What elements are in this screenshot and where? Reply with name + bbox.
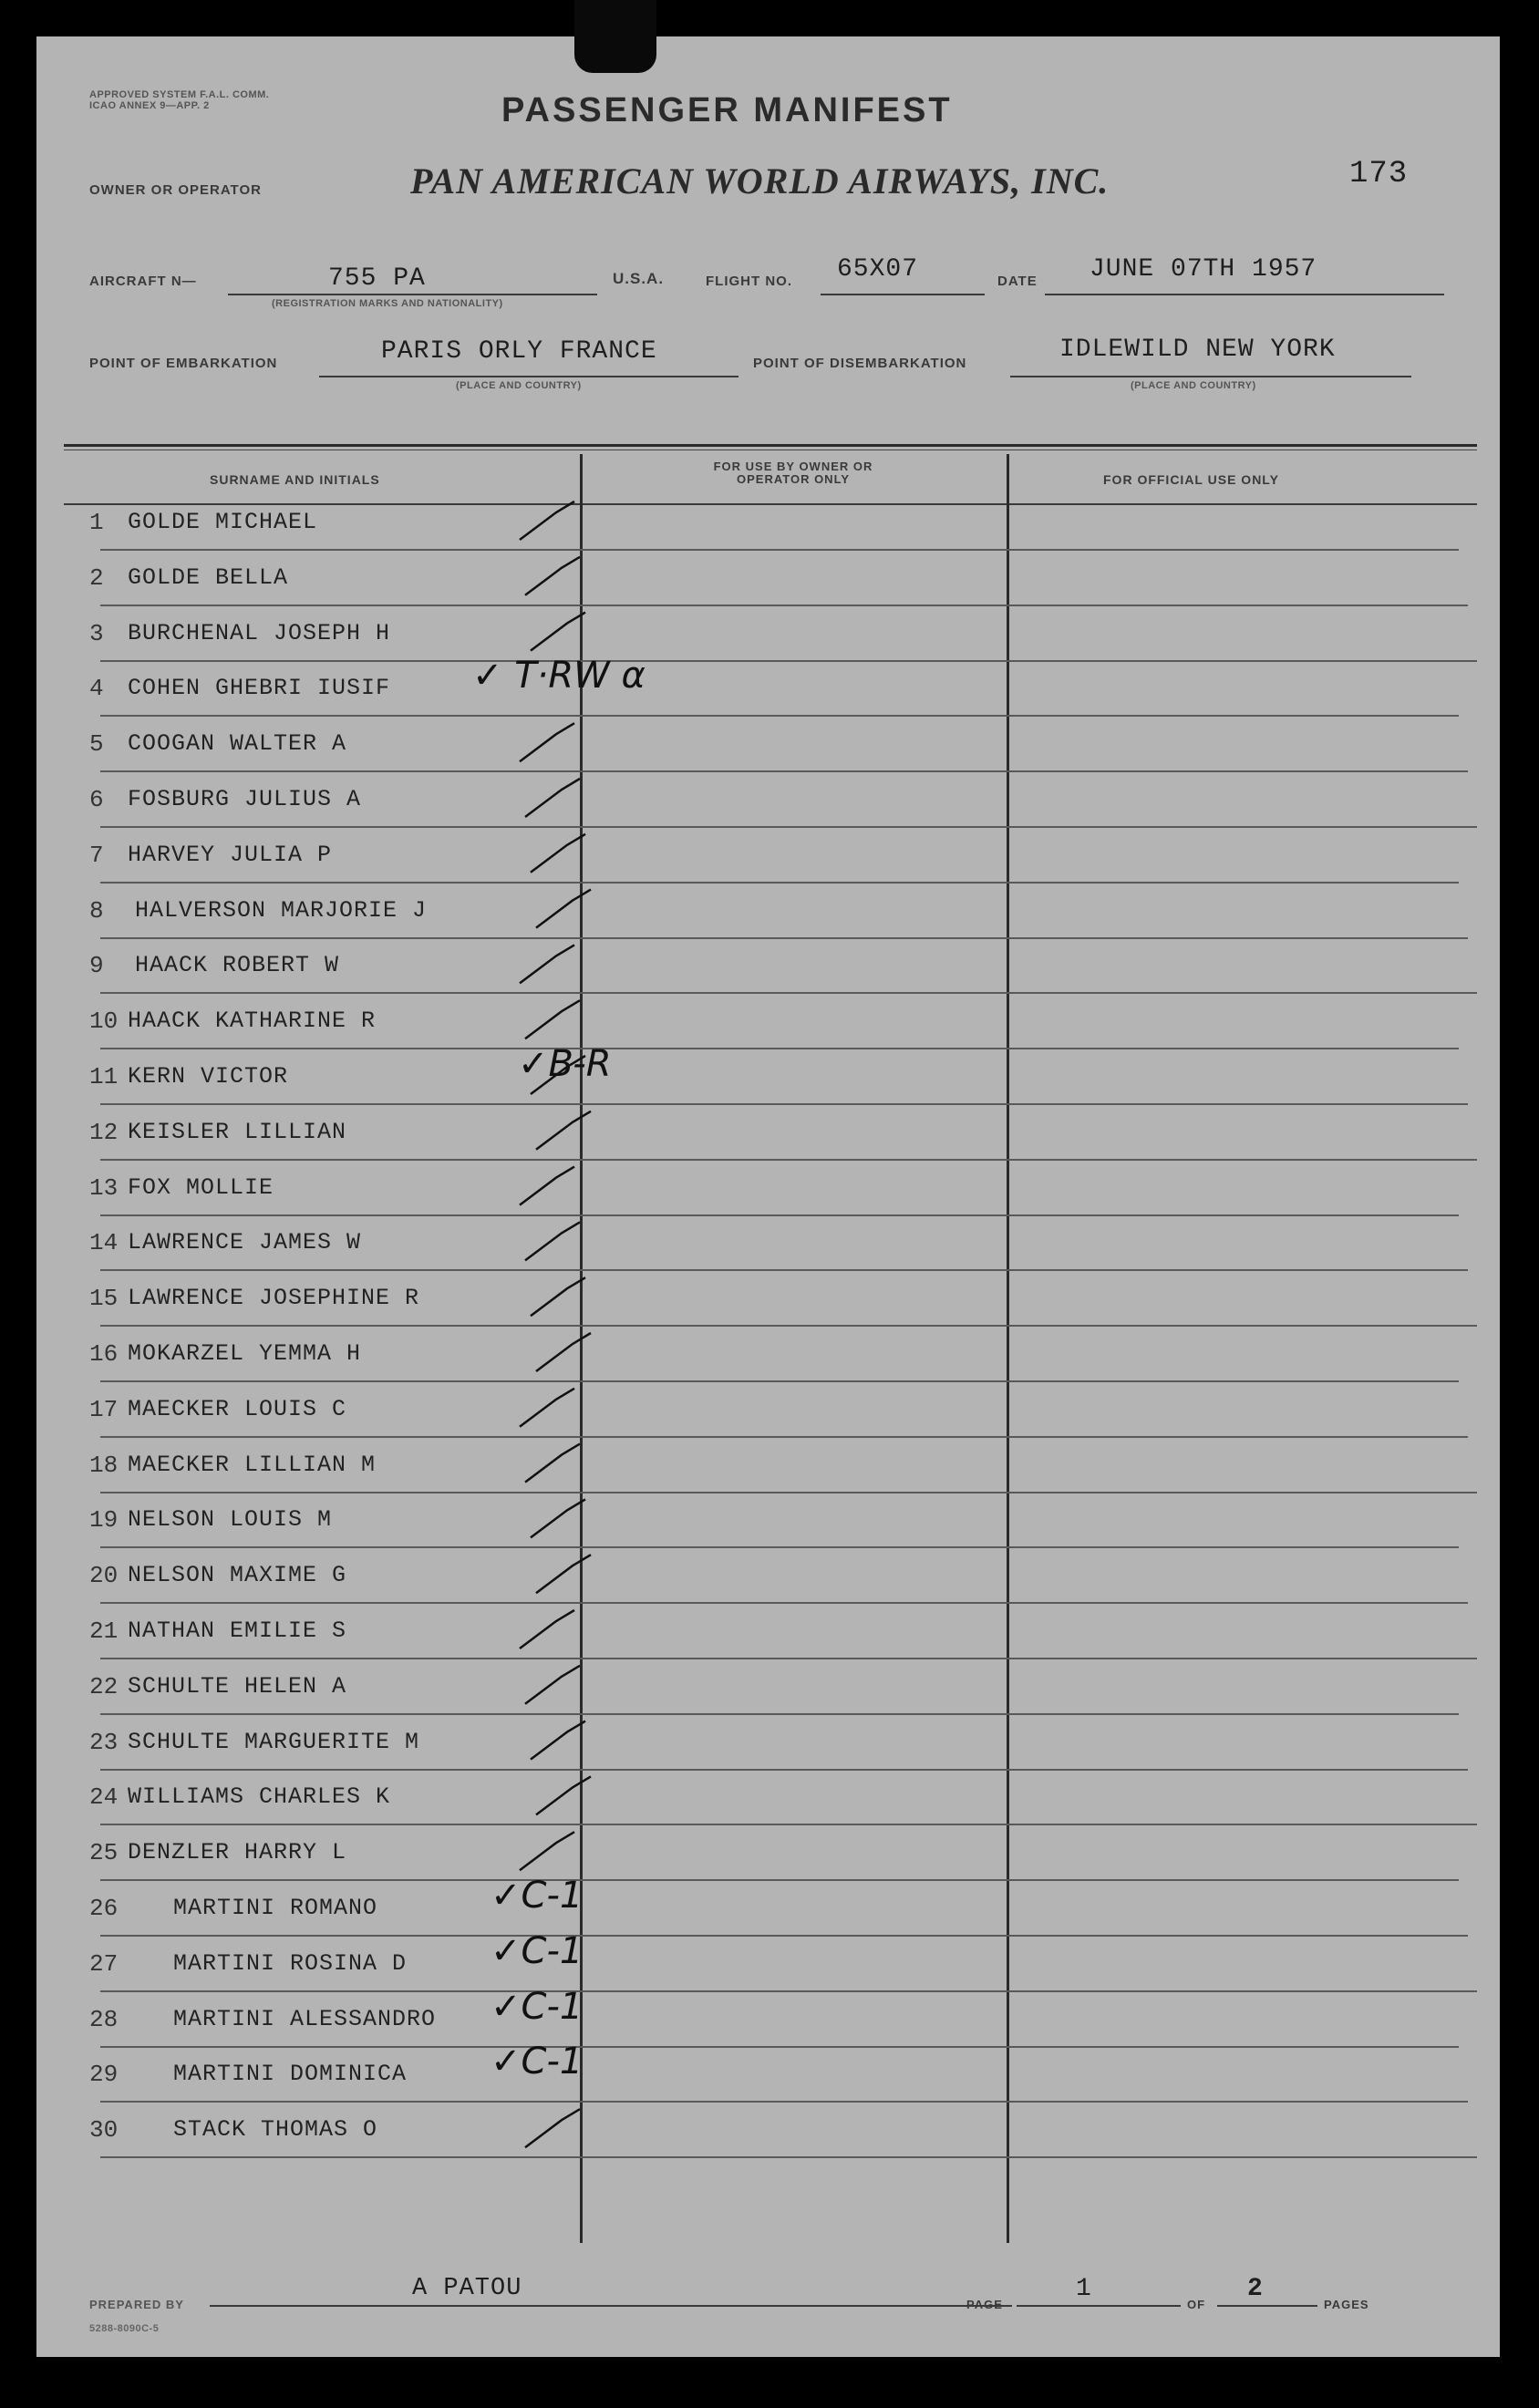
usa-label: U.S.A. [613,270,665,287]
tick-marks [36,36,1500,2357]
embark-value: PARIS ORLY FRANCE [381,337,657,366]
row-number: 28 [89,2005,119,2033]
check-mark [531,1499,585,1537]
page-title: PASSENGER MANIFEST [501,91,953,129]
row-number: 27 [89,1949,119,1978]
passenger-name: COOGAN WALTER A [128,730,347,758]
row-number: 30 [89,2116,119,2144]
row-number: 18 [89,1451,119,1479]
owner-label: OWNER OR OPERATOR [89,182,262,198]
row-number: 9 [89,952,104,980]
passenger-name: LAWRENCE JAMES W [128,1229,362,1256]
passenger-name: COHEN GHEBRI IUSIF [128,675,391,702]
check-mark [531,1721,585,1760]
passenger-name: GOLDE BELLA [128,563,289,591]
check-mark [525,2109,580,2147]
row-number: 8 [89,896,104,925]
prepared-value: A PATOU [412,2275,522,2302]
row-number: 11 [89,1063,119,1090]
row-number: 5 [89,730,104,759]
row-number: 3 [89,619,104,647]
row-number: 16 [89,1340,119,1368]
check-mark [520,1389,574,1427]
row-number: 21 [89,1617,119,1645]
check-mark [525,1444,580,1483]
passenger-name: STACK THOMAS O [173,2116,378,2144]
row-number: 13 [89,1173,119,1202]
check-mark [531,1277,585,1316]
embark-caption: (PLACE AND COUNTRY) [456,380,582,391]
row-number: 22 [89,1672,119,1700]
check-mark [525,1666,580,1704]
manifest-sheet [36,36,1500,2357]
disembark-label: POINT OF DISEMBARKATION [753,356,967,371]
row-number: 7 [89,841,104,869]
row-number: 6 [89,786,104,813]
check-mark [525,557,580,595]
column-official-header: FOR OFFICIAL USE ONLY [1103,472,1279,487]
passenger-name: MOKARZEL YEMMA H [128,1340,362,1367]
column-operator-header: FOR USE BY OWNER OR OPERATOR ONLY [713,460,873,486]
date-label: DATE [997,274,1038,289]
passenger-name: KERN VICTOR [128,1063,289,1090]
handwritten-note: ✓C-1 [491,1985,584,2028]
passenger-name: MARTINI ROMANO [173,1895,378,1921]
of-label: OF [1187,2298,1206,2311]
pages-label: PAGES [1324,2298,1369,2311]
passenger-name: NELSON LOUIS M [128,1506,333,1534]
check-mark [520,501,574,540]
check-mark [536,1555,591,1593]
passenger-name: NELSON MAXIME G [128,1562,347,1589]
aircraft-value: 755 PA [328,264,426,293]
row-number: 4 [89,675,104,703]
check-mark [536,1776,591,1814]
page-number: 1 [1076,2275,1092,2303]
check-mark [536,1333,591,1371]
disembark-value: IDLEWILD NEW YORK [1059,336,1336,364]
passenger-name: LAWRENCE JOSEPHINE R [128,1285,420,1312]
page-stamp: 173 [1349,157,1409,191]
handwritten-note: ✓C-1 [491,2041,584,2083]
passenger-name: MAECKER LILLIAN M [128,1451,377,1478]
check-mark [525,1000,580,1039]
row-number: 20 [89,1562,119,1590]
check-mark [525,1222,580,1260]
row-number: 19 [89,1506,119,1535]
check-mark [536,890,591,928]
passenger-name: HAACK ROBERT W [135,952,340,979]
passenger-name: WILLIAMS CHARLES K [128,1783,391,1811]
check-mark [531,1056,585,1094]
passenger-name: KEISLER LILLIAN [128,1118,347,1145]
passenger-name: MARTINI ROSINA D [173,1949,408,1977]
row-number: 26 [89,1895,119,1922]
form-number: 5288-8090C-5 [89,2323,160,2334]
check-mark [520,723,574,761]
column-names-header: SURNAME AND INITIALS [210,472,380,487]
handwritten-note: ✓C-1 [491,1929,584,1972]
row-number: 14 [89,1229,119,1257]
passenger-name: BURCHENAL JOSEPH H [128,619,391,646]
row-number: 10 [89,1008,119,1036]
row-number: 12 [89,1118,119,1146]
passenger-name: MAECKER LOUIS C [128,1395,347,1422]
flight-label: FLIGHT NO. [706,274,792,289]
row-number: 24 [89,1783,119,1812]
disembark-caption: (PLACE AND COUNTRY) [1131,380,1256,391]
approval-note: APPROVED SYSTEM F.A.L. COMM. ICAO ANNEX 9—APP. 2 [89,89,270,111]
passenger-name: HAACK KATHARINE R [128,1008,377,1035]
passenger-name: FOSBURG JULIUS A [128,786,362,812]
row-number: 15 [89,1285,119,1313]
embark-label: POINT OF EMBARKATION [89,356,278,371]
row-number: 23 [89,1728,119,1756]
passenger-name: DENZLER HARRY L [128,1839,347,1866]
page-label: PAGE [966,2298,1003,2311]
passenger-name: MARTINI ALESSANDRO [173,2005,437,2032]
row-number: 1 [89,509,104,536]
passenger-name: FOX MOLLIE [128,1173,274,1201]
page-total: 2 [1247,2275,1264,2303]
check-mark [520,1610,574,1648]
check-mark [525,779,580,817]
handwritten-note: ✓ T·RW α [472,655,646,698]
check-mark [531,834,585,873]
passenger-name: HALVERSON MARJORIE J [135,896,428,924]
passenger-name: NATHAN EMILIE S [128,1617,347,1644]
registration-caption: (REGISTRATION MARKS AND NATIONALITY) [272,298,503,309]
date-value: JUNE 07TH 1957 [1090,255,1317,284]
row-number: 25 [89,1839,119,1867]
passenger-name: HARVEY JULIA P [128,841,333,868]
handwritten-note: ✓C-1 [491,1875,584,1917]
row-number: 2 [89,563,104,592]
flight-value: 65X07 [837,255,919,284]
check-mark [520,1167,574,1205]
prepared-label: PREPARED BY [89,2298,184,2311]
row-number: 29 [89,2061,119,2089]
check-mark [536,1111,591,1150]
company-name: PAN AMERICAN WORLD AIRWAYS, INC. [410,160,1110,202]
passenger-name: GOLDE MICHAEL [128,509,318,535]
aircraft-label: AIRCRAFT N— [89,274,197,289]
check-mark [520,1832,574,1870]
handwritten-note: ✓B-R [518,1043,612,1085]
passenger-name: SCHULTE HELEN A [128,1672,347,1700]
row-number: 17 [89,1395,119,1423]
passenger-name: MARTINI DOMINICA [173,2061,408,2088]
check-mark [520,945,574,983]
passenger-name: SCHULTE MARGUERITE M [128,1728,420,1755]
check-mark [531,613,585,651]
